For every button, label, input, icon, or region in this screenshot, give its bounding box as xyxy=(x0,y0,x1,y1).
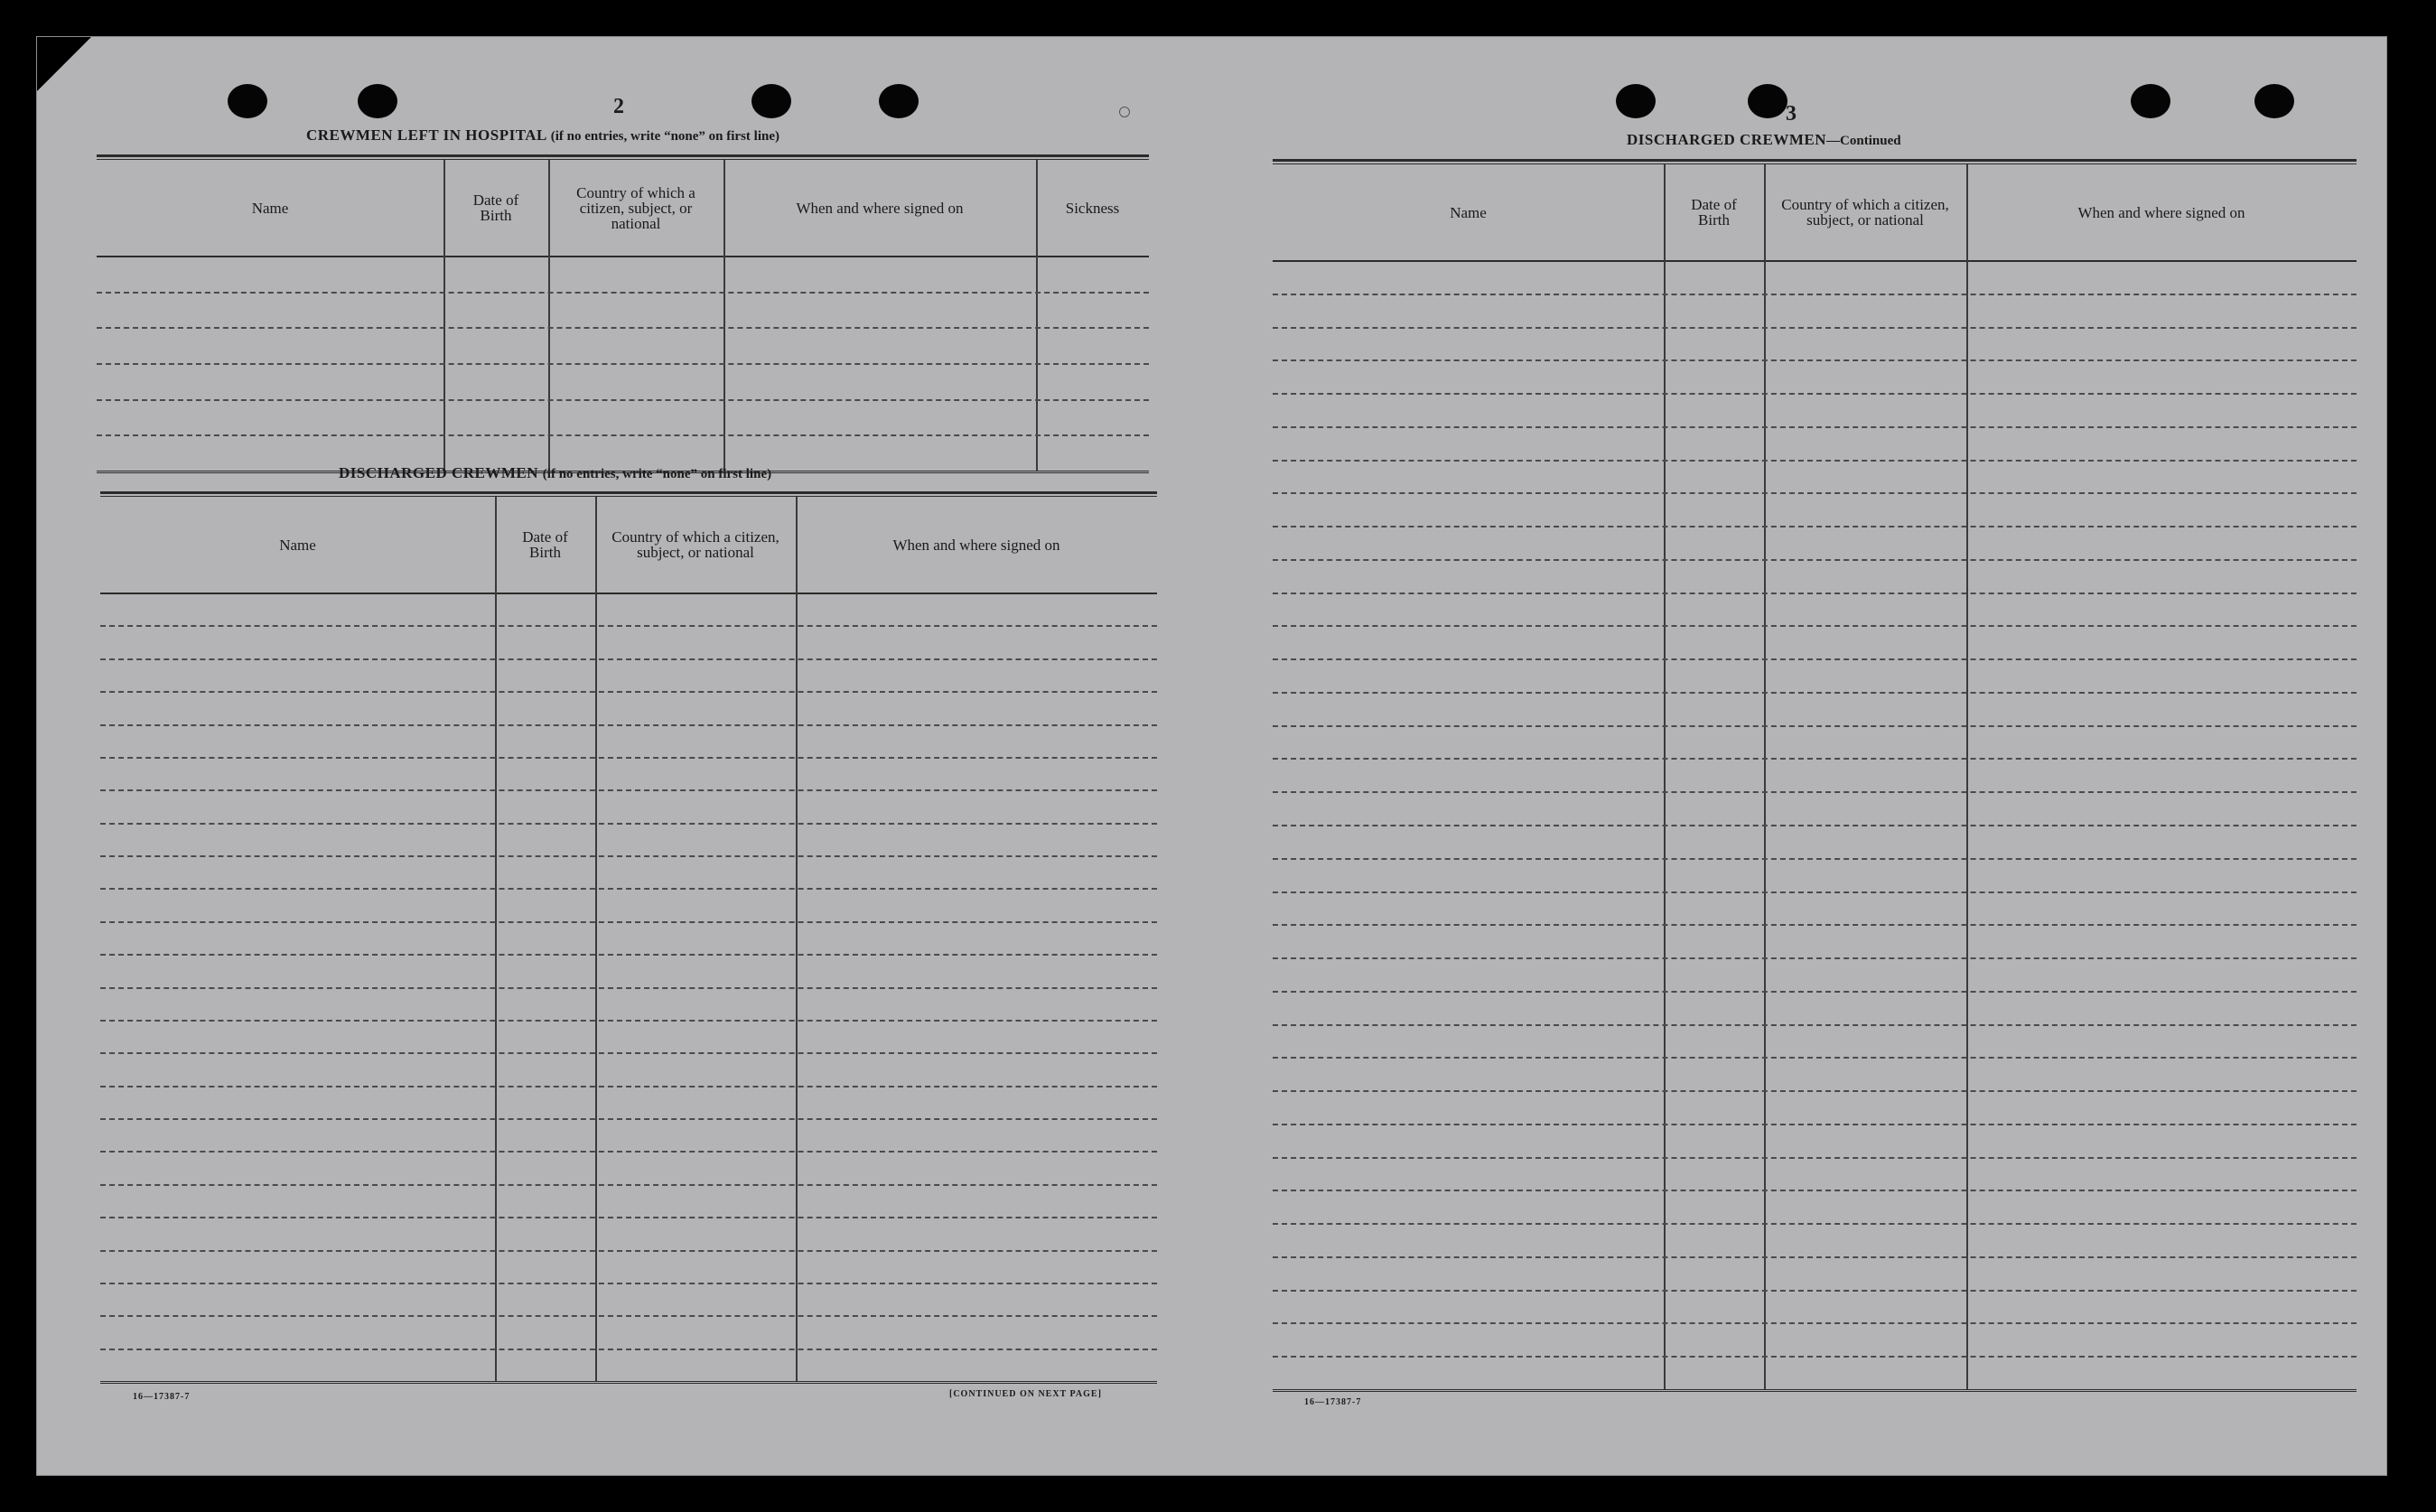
table-row xyxy=(1273,426,2357,428)
table-row xyxy=(100,1217,1157,1218)
column-divider xyxy=(1036,160,1038,471)
table-row xyxy=(100,888,1157,890)
column-header: Name xyxy=(1450,203,1487,221)
column-header: Country of which a citizen, subject, or national xyxy=(1781,196,1949,229)
table-row xyxy=(1273,1322,2357,1324)
column-header: When and where signed on xyxy=(2077,203,2245,221)
punch-hole xyxy=(2131,84,2170,118)
punch-hole xyxy=(2254,84,2294,118)
table-bottom-rule xyxy=(1273,1389,2357,1392)
table-row xyxy=(1273,1256,2357,1258)
table-row xyxy=(100,1086,1157,1087)
table-row xyxy=(97,434,1149,436)
discharged-continued-title: DISCHARGED CREWMEN—Continued xyxy=(1627,131,1901,148)
table-row xyxy=(97,292,1149,294)
table-row xyxy=(100,1020,1157,1022)
table-row xyxy=(1273,460,2357,462)
table-row xyxy=(100,757,1157,759)
table-row xyxy=(100,724,1157,726)
table-row xyxy=(97,327,1149,329)
column-header: Name xyxy=(279,536,316,554)
punch-hole xyxy=(751,84,791,118)
form-number-right: 16—17387-7 xyxy=(1304,1397,1362,1407)
table-row xyxy=(1273,692,2357,694)
table-row xyxy=(100,987,1157,989)
small-hole xyxy=(1119,107,1130,117)
table-row xyxy=(100,789,1157,791)
table-row xyxy=(1273,492,2357,494)
table-row xyxy=(100,921,1157,923)
table-row xyxy=(1273,1290,2357,1292)
hospital-table xyxy=(97,154,1149,471)
column-header: Sickness xyxy=(1065,199,1120,217)
table-row xyxy=(1273,625,2357,627)
header-bottom-rule xyxy=(1273,260,2357,262)
table-top-rule xyxy=(97,154,1149,157)
column-header: Name xyxy=(251,199,289,217)
table-row xyxy=(1273,1024,2357,1026)
punch-hole xyxy=(1616,84,1656,118)
table-top-rule-thin xyxy=(100,496,1157,497)
table-row xyxy=(100,1184,1157,1186)
table-row xyxy=(100,1151,1157,1153)
table-row xyxy=(100,1349,1157,1350)
table-row xyxy=(1273,526,2357,527)
table-row xyxy=(1273,1223,2357,1225)
table-row xyxy=(100,625,1157,627)
table-row xyxy=(100,1118,1157,1120)
column-header: Date of Birth xyxy=(522,528,568,561)
continued-note: [CONTINUED ON NEXT PAGE] xyxy=(949,1389,1102,1399)
table-row xyxy=(1273,1124,2357,1125)
table-row xyxy=(97,399,1149,401)
table-row xyxy=(1273,791,2357,793)
table-row xyxy=(1273,1356,2357,1358)
folded-corner xyxy=(37,37,91,91)
table-row xyxy=(100,1250,1157,1252)
table-bottom-rule xyxy=(100,1381,1157,1384)
page-number-right: 3 xyxy=(1786,102,1797,126)
column-divider xyxy=(595,497,597,1381)
table-top-rule-thin xyxy=(97,159,1149,160)
table-row xyxy=(1273,758,2357,760)
table-row xyxy=(100,658,1157,660)
table-row xyxy=(1273,359,2357,361)
header-bottom-rule xyxy=(100,593,1157,594)
table-row xyxy=(100,1052,1157,1054)
table-row xyxy=(1273,725,2357,727)
punch-hole xyxy=(228,84,267,118)
column-divider xyxy=(548,160,550,471)
table-row xyxy=(1273,891,2357,893)
table-row xyxy=(1273,957,2357,959)
form-number-left: 16—17387-7 xyxy=(133,1392,191,1402)
column-divider xyxy=(723,160,725,471)
table-row xyxy=(1273,924,2357,926)
table-row xyxy=(1273,327,2357,329)
table-row xyxy=(1273,294,2357,295)
column-header: When and where signed on xyxy=(796,199,964,217)
table-row xyxy=(1273,991,2357,993)
table-top-rule-thin xyxy=(1273,163,2357,164)
table-row xyxy=(1273,858,2357,860)
discharged-continued-table xyxy=(1273,159,2357,1389)
column-divider xyxy=(1664,164,1666,1389)
table-row xyxy=(100,1315,1157,1317)
table-row xyxy=(100,1283,1157,1284)
table-row xyxy=(100,855,1157,857)
punch-hole xyxy=(358,84,397,118)
column-divider xyxy=(495,497,497,1381)
punch-hole xyxy=(879,84,919,118)
table-row xyxy=(1273,1057,2357,1059)
punch-hole xyxy=(1748,84,1787,118)
table-top-rule xyxy=(100,491,1157,494)
table-row xyxy=(100,954,1157,956)
table-row xyxy=(1273,593,2357,594)
table-row xyxy=(1273,1157,2357,1159)
table-row xyxy=(100,823,1157,825)
column-divider xyxy=(1764,164,1766,1389)
column-header: Country of which a citizen, subject, or national xyxy=(576,183,695,232)
table-row xyxy=(100,691,1157,693)
column-header: When and where signed on xyxy=(892,536,1060,554)
table-row xyxy=(1273,559,2357,561)
table-row xyxy=(1273,1090,2357,1092)
table-top-rule xyxy=(1273,159,2357,162)
hospital-section-title: CREWMEN LEFT IN HOSPITAL (if no entries, write “none” on first line) xyxy=(306,126,779,144)
column-header: Date of Birth xyxy=(1691,196,1737,229)
table-row xyxy=(97,363,1149,365)
table-row xyxy=(1273,658,2357,660)
table-row xyxy=(1273,825,2357,826)
column-divider xyxy=(1966,164,1968,1389)
table-row xyxy=(1273,393,2357,395)
table-row xyxy=(1273,1190,2357,1191)
column-divider xyxy=(796,497,798,1381)
header-bottom-rule xyxy=(97,256,1149,257)
discharged-table xyxy=(100,491,1157,1381)
page-number-left: 2 xyxy=(613,95,624,118)
discharged-section-title: DISCHARGED CREWMEN (if no entries, write “none” on first line) xyxy=(339,464,772,481)
column-divider xyxy=(443,160,445,471)
column-header: Country of which a citizen, subject, or national xyxy=(611,528,779,561)
form-sheet xyxy=(36,36,2387,1476)
column-header: Date of Birth xyxy=(472,191,519,224)
